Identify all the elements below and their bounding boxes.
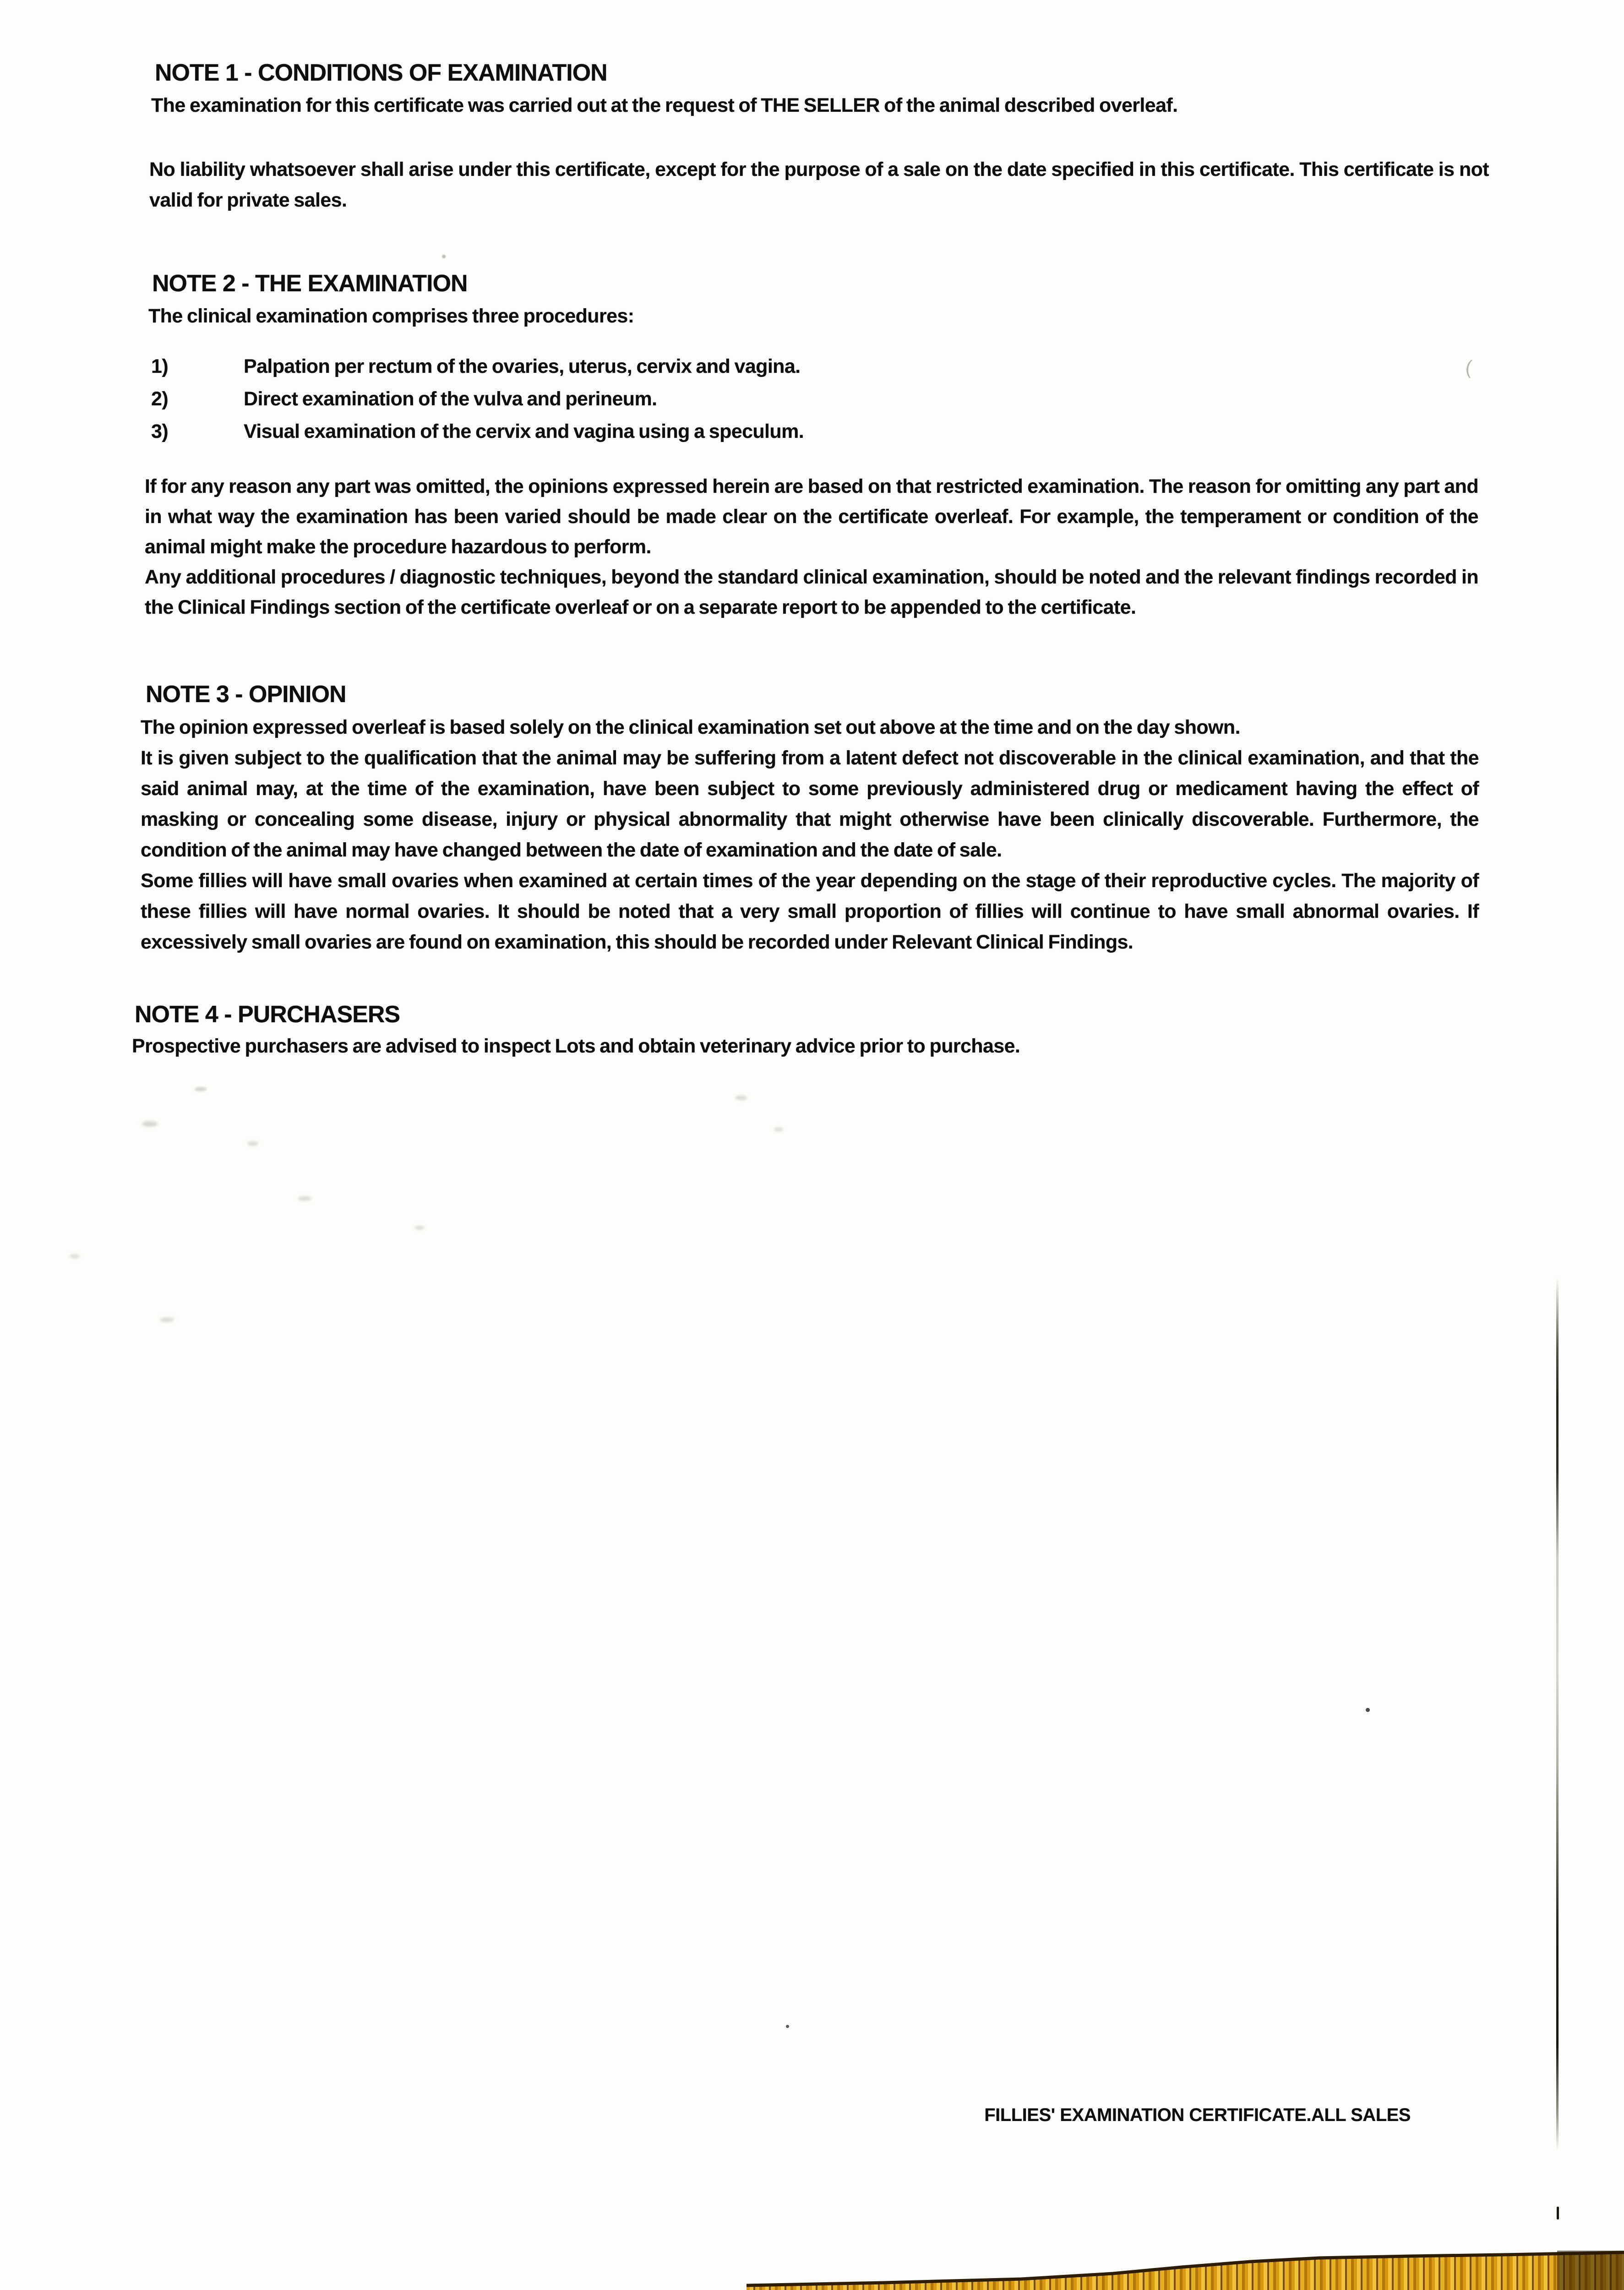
- scan-speck: [142, 1121, 158, 1127]
- note2-heading: NOTE 2 - THE EXAMINATION: [152, 270, 468, 297]
- scan-speck: [298, 1196, 311, 1201]
- note2-paragraph-2: Any additional procedures / diagnostic techniques, beyond the standard clinical examination, should be noted and the relevant findings recorded in the Clinical Findings section of the certificate overleaf or on a separate report to be appended to the certificate.: [145, 566, 1478, 618]
- scan-speck: [735, 1096, 747, 1100]
- note2-intro: The clinical examination comprises three procedures:: [148, 305, 634, 327]
- procedure-number: 2): [151, 388, 169, 410]
- procedure-number: 3): [151, 420, 169, 442]
- procedure-item: [151, 351, 1485, 382]
- procedure-text: Direct examination of the vulva and perineum.: [244, 388, 657, 410]
- scan-line-artifact: [1556, 1278, 1559, 2150]
- scan-paren-mark: (: [1464, 356, 1473, 378]
- note3-paragraph-3: Some fillies will have small ovaries when examined at certain times of the year depending on the stage of their reproductive cycles. The majority of these fillies will have normal ovaries. It should be noted that a very small proportion of fillies will continue to have small abnormal ovaries. If excessively small ovaries are found on examination, this should be recorded under Relevant Clinical Findings.: [141, 870, 1479, 953]
- note1-paragraph-2: No liability whatsoever shall arise under this certificate, except for the purpose of a sale on the date specified in this certificate. This certificate is not valid for private sales.: [149, 158, 1489, 211]
- procedure-item: [151, 416, 1485, 447]
- procedure-text: Palpation per rectum of the ovaries, uterus, cervix and vagina.: [244, 355, 801, 377]
- page-footer: FILLIES' EXAMINATION CERTIFICATE.ALL SALES: [984, 2105, 1411, 2125]
- note1-heading: NOTE 1 - CONDITIONS OF EXAMINATION: [155, 60, 607, 86]
- procedure-text: Visual examination of the cervix and vagina using a speculum.: [244, 420, 804, 442]
- scan-speck: [70, 1254, 80, 1259]
- scan-speck: [786, 2025, 789, 2028]
- note3-paragraph-1: The opinion expressed overleaf is based solely on the clinical examination set out above at the time and on the day shown.: [141, 716, 1240, 738]
- note4-paragraph-1: Prospective purchasers are advised to inspect Lots and obtain veterinary advice prior to purchase.: [132, 1035, 1020, 1057]
- scan-speck: [160, 1317, 174, 1322]
- scan-bottom-edge: [747, 2240, 1624, 2290]
- scan-speck: [442, 255, 446, 258]
- procedure-item: [151, 384, 1485, 414]
- note3-body: [141, 712, 1479, 958]
- scan-speck: [1366, 1708, 1370, 1712]
- note3-paragraph-2: It is given subject to the qualification that the animal may be suffering from a latent defect not discoverable in the clinical examination, and that the said animal may, at the time of the examination, have been subject to some previously administered drug or medicament having the effect of masking or concealing some disease, injury or physical abnormality that might otherwise have been clinically discoverable. Furthermore, the condition of the animal may have changed between the date of examination and the date of sale.: [141, 747, 1479, 861]
- note1-paragraph-1: The examination for this certificate was carried out at the request of THE SELLER of the animal described overleaf.: [151, 94, 1178, 116]
- scan-speck: [247, 1141, 258, 1146]
- procedure-number: 1): [151, 355, 169, 377]
- note4-heading: NOTE 4 - PURCHASERS: [135, 1001, 400, 1028]
- scan-speck: [774, 1128, 783, 1132]
- scan-speck: [195, 1087, 207, 1091]
- note2-body: [145, 471, 1478, 622]
- scan-speck: [414, 1226, 425, 1230]
- note3-heading: NOTE 3 - OPINION: [146, 681, 346, 708]
- scan-line-artifact: [1557, 2207, 1559, 2219]
- note2-paragraph-1: If for any reason any part was omitted, the opinions expressed herein are based on that restricted examination. The reason for omitting any part and in what way the examination has been varied should be made clear on the certificate overleaf. For example, the temperament or condition of the animal might make the procedure hazardous to perform.: [145, 475, 1478, 558]
